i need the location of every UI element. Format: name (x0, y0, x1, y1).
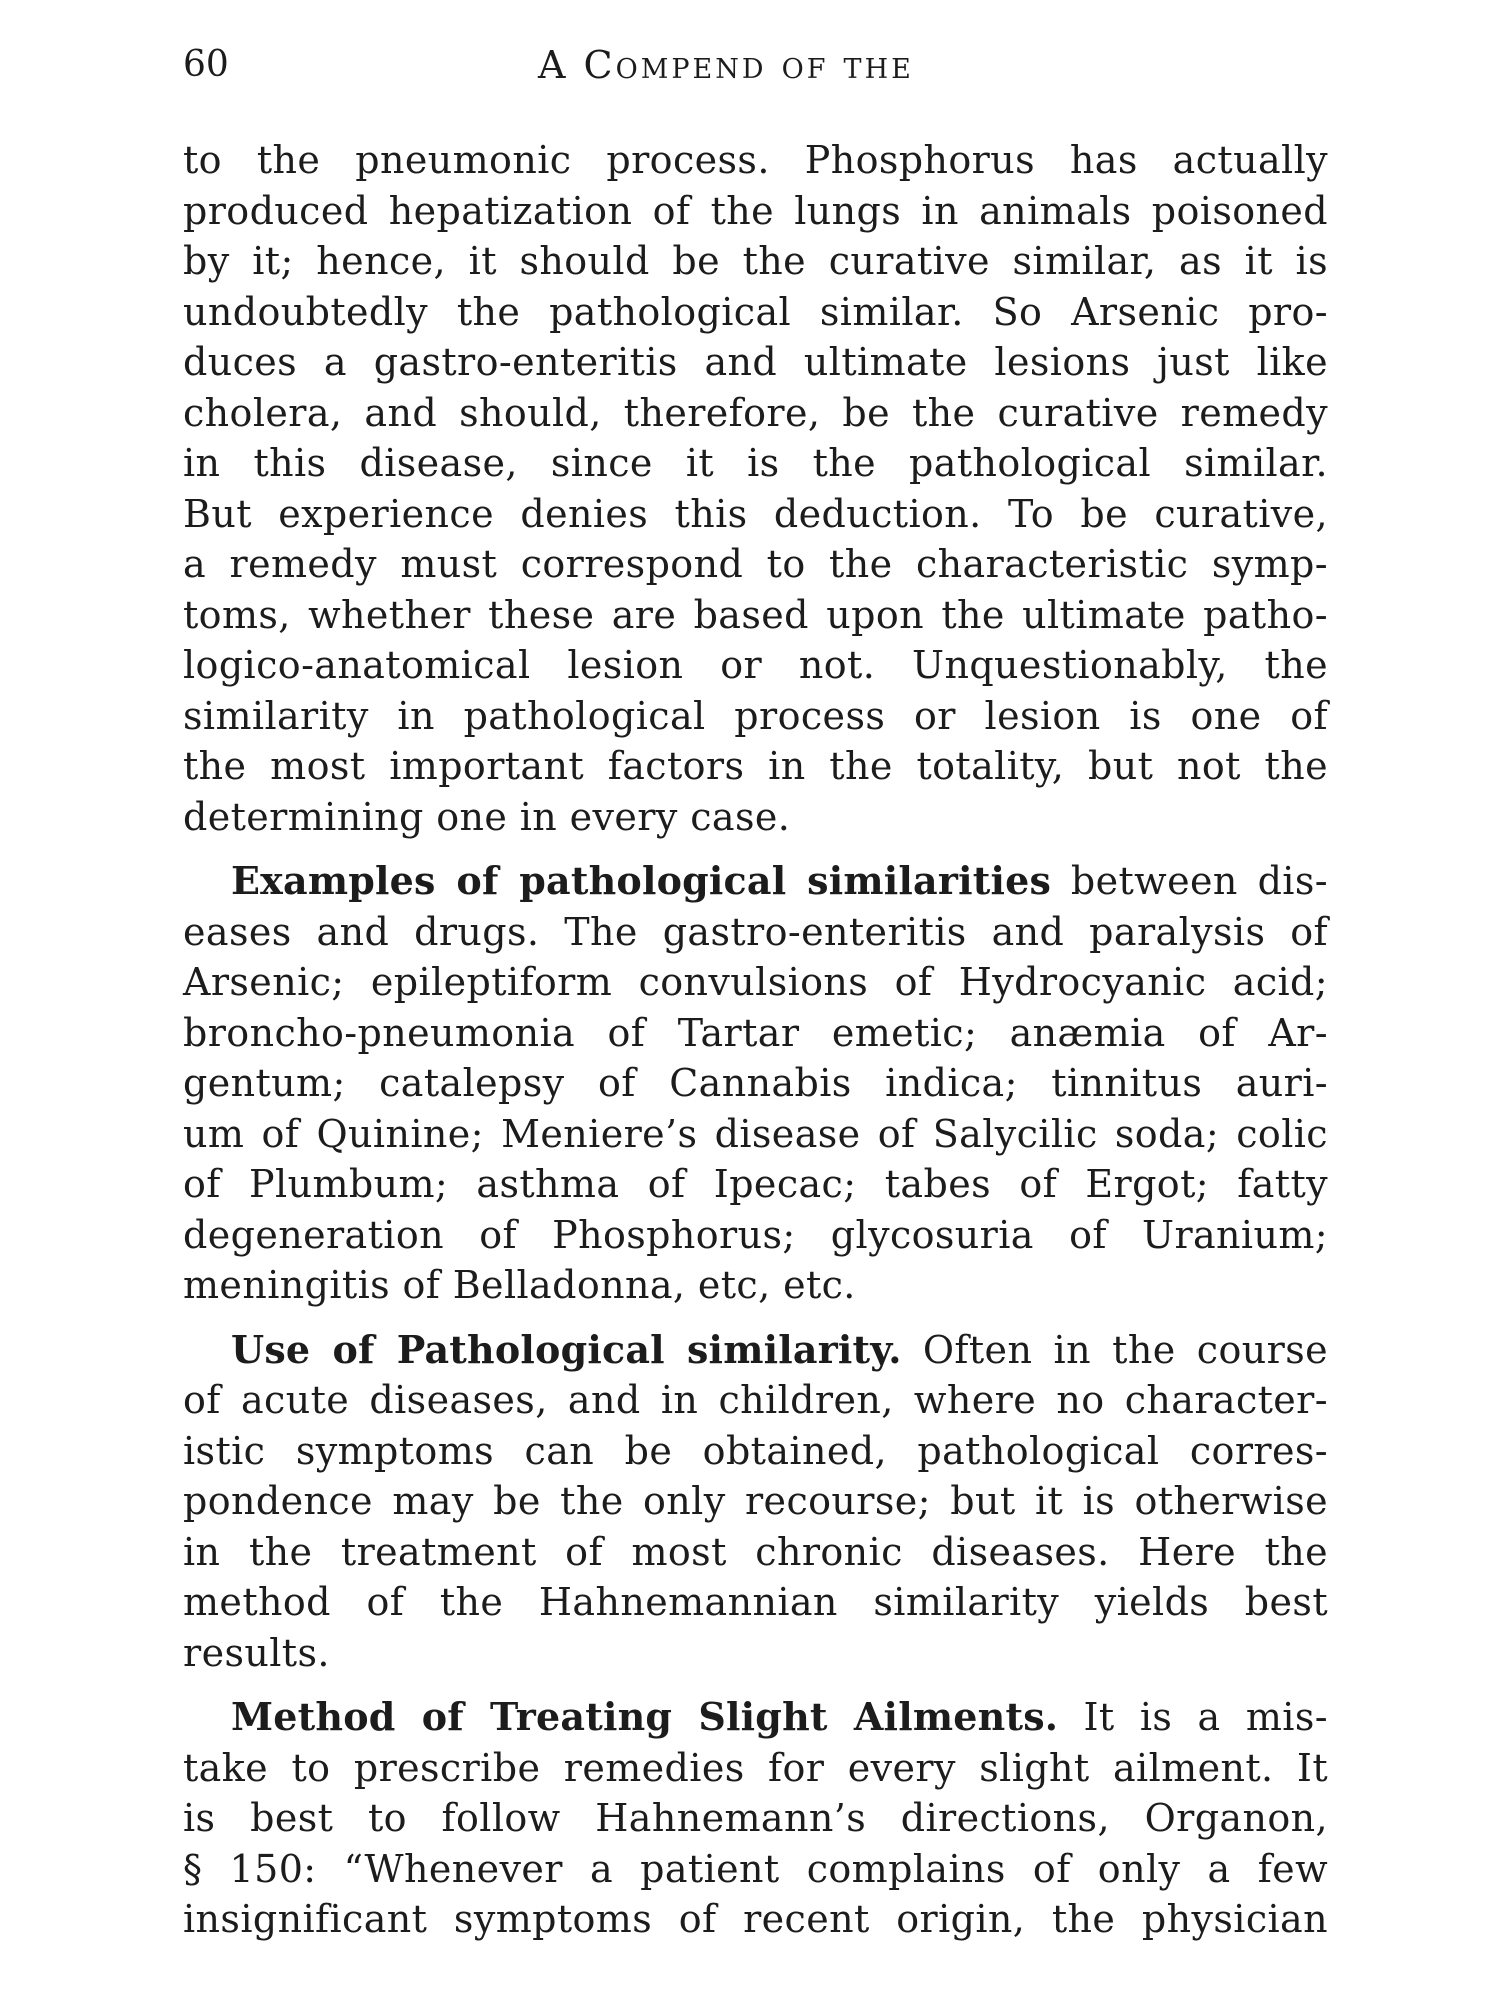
text-line: um of Quinine; Meniere’s disease of Salycilic soda; colic (183, 1111, 1328, 1156)
text-line: broncho-pneumonia of Tartar emetic; anæmia of Ar- (183, 1010, 1328, 1055)
text-line: eases and drugs. The gastro-enteritis and paralysis of (183, 909, 1328, 954)
text-line: degeneration of Phosphorus; glycosuria of Uranium; (183, 1212, 1328, 1257)
text-line: is best to follow Hahnemann’s directions, Organon, (183, 1796, 1328, 1840)
text-line: method of the Hahnemannian similarity yields best (183, 1580, 1328, 1624)
text-line: cholera, and should, therefore, be the curative remedy (183, 390, 1328, 435)
text-line: by it; hence, it should be the curative similar, as it is (183, 239, 1328, 283)
text-fragment: between dis- (1051, 859, 1328, 903)
text-line: in this disease, since it is the pathological similar. (183, 441, 1328, 485)
running-head (183, 40, 1328, 90)
text-line-with-heading (183, 856, 1328, 907)
text-line-with-heading (183, 1692, 1328, 1743)
paragraph-heading: Examples of pathological similarities (231, 858, 1052, 903)
text-line: of Plumbum; asthma of Ipecac; tabes of Ergot; fatty (183, 1162, 1328, 1206)
text-line: of acute diseases, and in children, where no character- (183, 1378, 1328, 1422)
text-line: Arsenic; epileptiform convulsions of Hydrocyanic acid; (183, 960, 1328, 1004)
paragraph-heading: Use of Pathological similarity. (231, 1326, 902, 1372)
text-line: results. (183, 1630, 330, 1675)
paragraph-slight-ailments (183, 1692, 1328, 1945)
body-text (183, 135, 1328, 1945)
text-line: But experience denies this deduction. To be curative, (183, 491, 1328, 536)
text-line: in the treatment of most chronic diseases. Here the (183, 1529, 1328, 1574)
paragraph-heading: Method of Treating Slight Ailments. (231, 1694, 1059, 1739)
text-line: similarity in pathological process or lesion is one of (183, 693, 1328, 738)
text-line: logico-anatomical lesion or not. Unquestionably, the (183, 643, 1328, 687)
text-line: take to prescribe remedies for every slight ailment. It (183, 1745, 1328, 1790)
text-line: pondence may be the only recourse; but it is otherwise (183, 1479, 1328, 1523)
paragraph-pathological-examples (183, 856, 1328, 1311)
book-page (183, 40, 1328, 1945)
text-line: a remedy must correspond to the characteristic symp- (183, 542, 1328, 586)
text-line: determining one in every case. (183, 794, 791, 839)
paragraph-continuation (183, 135, 1328, 842)
text-line: produced hepatization of the lungs in animals poisoned (183, 188, 1328, 233)
text-line: istic symptoms can be obtained, pathological corres- (183, 1428, 1328, 1473)
page-number: 60 (183, 44, 229, 85)
text-line: meningitis of Belladonna, etc, etc. (183, 1263, 856, 1307)
text-line: the most important factors in the totality, but not the (183, 744, 1328, 788)
text-line: to the pneumonic process. Phosphorus has actually (183, 138, 1328, 182)
text-line: toms, whether these are based upon the ultimate patho- (183, 592, 1328, 637)
running-title: A Compend of the (538, 43, 914, 87)
text-fragment: It is a mis- (1058, 1695, 1328, 1739)
text-line: insignificant symptoms of recent origin, the physician (183, 1897, 1328, 1941)
text-line: § 150: “Whenever a patient complains of only a few (183, 1846, 1328, 1891)
text-line: gentum; catalepsy of Cannabis indica; tinnitus auri- (183, 1061, 1328, 1105)
text-line: undoubtedly the pathological similar. So Arsenic pro- (183, 289, 1328, 334)
text-line-with-heading (183, 1325, 1328, 1376)
text-fragment: Often in the course (901, 1327, 1328, 1372)
paragraph-use-of-similarity (183, 1325, 1328, 1679)
text-line: duces a gastro-enteritis and ultimate lesions just like (183, 340, 1328, 384)
